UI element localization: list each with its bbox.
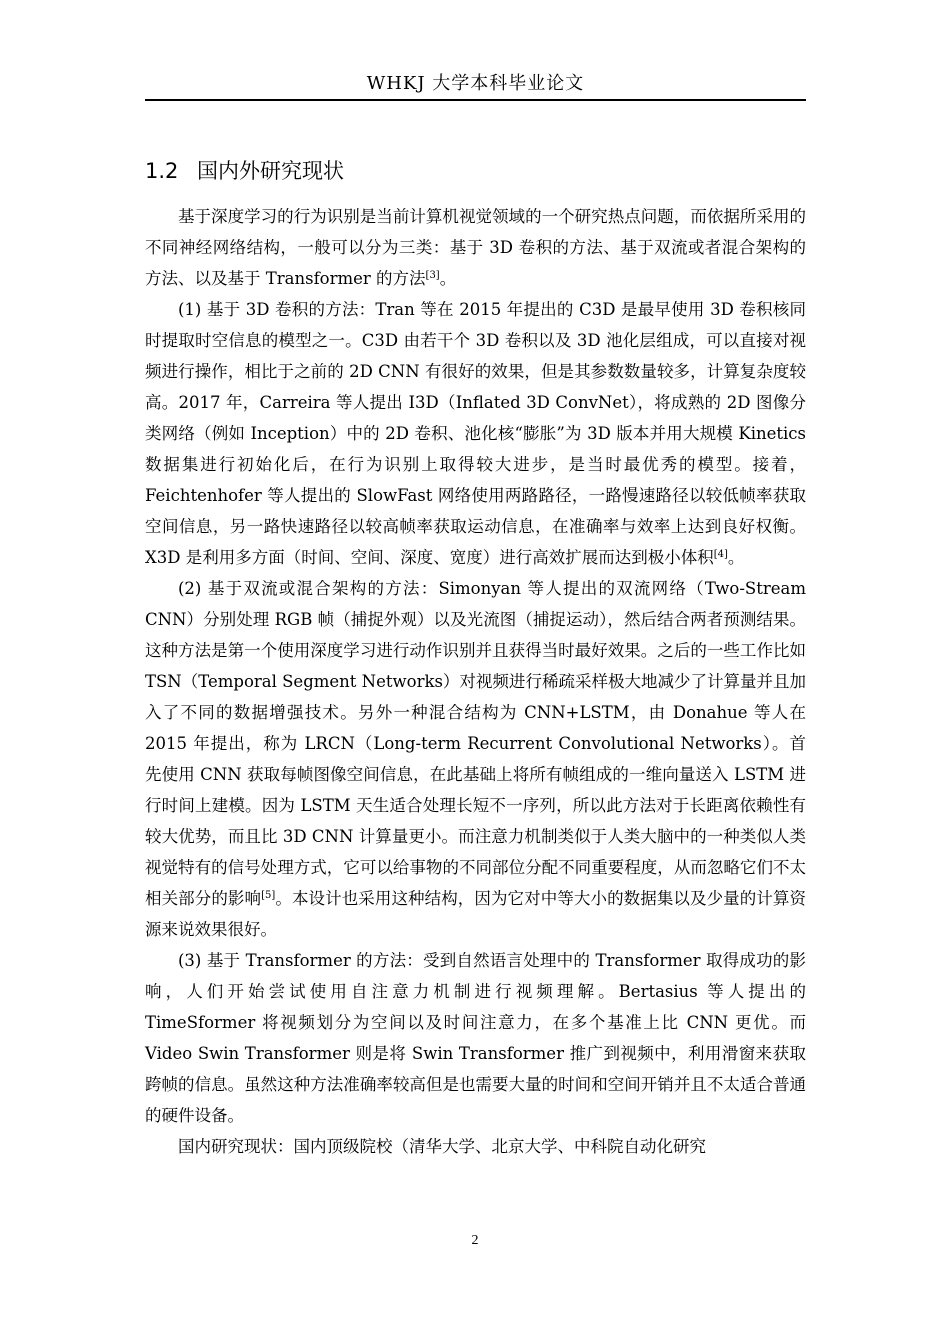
body-text [145, 201, 806, 1162]
paragraph-domestic: 国内研究现状：国内顶级院校（清华大学、北京大学、中科院自动化研究 [178, 1137, 706, 1156]
citation: [4] [713, 549, 728, 560]
section-title: 国内外研究现状 [197, 159, 344, 183]
paragraph-3d-conv: (1) 基于 3D 卷积的方法：Tran 等在 2015 年提出的 C3D 是最早使用 3D 卷积核同时提取时空信息的模型之一。C3D 由若干个 3D 卷积以及 3D 池化层组成，可以直接对视频进行操作，相比于之前的 2D CNN 有很好的效果，但是其参数数量较多，计算复杂度较高。2017 年，Carreira 等人提出 I3D（Inflated 3D ConvNet），将成熟的 2D 图像分类网络（例如 Inception）中的 2D 卷积、池化核“膨胀”为 3D 版本并用大规模 Kinetics 数据集进行初始化后，在行为识别上取得较大进步，是当时最优秀的模型。接着，Feichtenhofer 等人提出的 SlowFast 网络使用两路路径，一路慢速路径以较低帧率获取空间信息，另一路快速路径以较高帧率获取运动信息，在准确率与效率上达到良好权衡。X3D 是利用多方面（时间、空间、深度、宽度）进行高效扩展而达到极小体积[4]。 [145, 300, 806, 567]
page-number: 2 [471, 1233, 479, 1248]
paragraph-transformer: (3) 基于 Transformer 的方法：受到自然语言处理中的 Transformer 取得成功的影响，人们开始尝试使用自注意力机制进行视频理解。Bertasius 等人提出的 TimeSformer 将视频划分为空间以及时间注意力，在多个基准上比 CNN 更优。而 Video Swin Transformer 则是将 Swin Transformer 推广到视频中，利用滑窗来获取跨帧的信息。虽然这种方法准确率较高但是也需要大量的时间和空间开销并且不太适合普通的硬件设备。 [145, 951, 806, 1125]
citation: [3] [425, 270, 440, 281]
citation: [5] [261, 890, 276, 901]
section-number: 1.2 [145, 159, 179, 183]
running-header: WHKJ 大学本科毕业论文 [366, 73, 585, 94]
section-heading [145, 155, 344, 187]
paragraph-intro: 基于深度学习的行为识别是当前计算机视觉领域的一个研究热点问题，而依据所采用的不同神经网络结构，一般可以分为三类：基于 3D 卷积的方法、基于双流或者混合架构的方法、以及基于 Transformer 的方法[3]。 [145, 207, 806, 288]
header-rule [145, 99, 806, 101]
paragraph-two-stream: (2) 基于双流或混合架构的方法：Simonyan 等人提出的双流网络（Two-Stream CNN）分别处理 RGB 帧（捕捉外观）以及光流图（捕捉运动），然后结合两者预测结果。这种方法是第一个使用深度学习进行动作识别并且获得当时最好效果。之后的一些工作比如 TSN（Temporal Segment Networks）对视频进行稀疏采样极大地减少了计算量并且加入了不同的数据增强技术。另外一种混合结构为 CNN+LSTM，由 Donahue 等人在 2015 年提出，称为 LRCN（Long-term Recurrent Convolutional Networks）。首先使用 CNN 获取每帧图像空间信息，在此基础上将所有帧组成的一维向量送入 LSTM 进行时间上建模。因为 LSTM 天生适合处理长短不一序列，所以此方法对于长距离依赖性有较大优势，而且比 3D CNN 计算量更小。而注意力机制类似于人类大脑中的一种类似人类视觉特有的信号处理方式，它可以给事物的不同部位分配不同重要程度，从而忽略它们不太相关部分的影响[5]。本设计也采用这种结构，因为它对中等大小的数据集以及少量的计算资源来说效果很好。 [145, 579, 807, 939]
